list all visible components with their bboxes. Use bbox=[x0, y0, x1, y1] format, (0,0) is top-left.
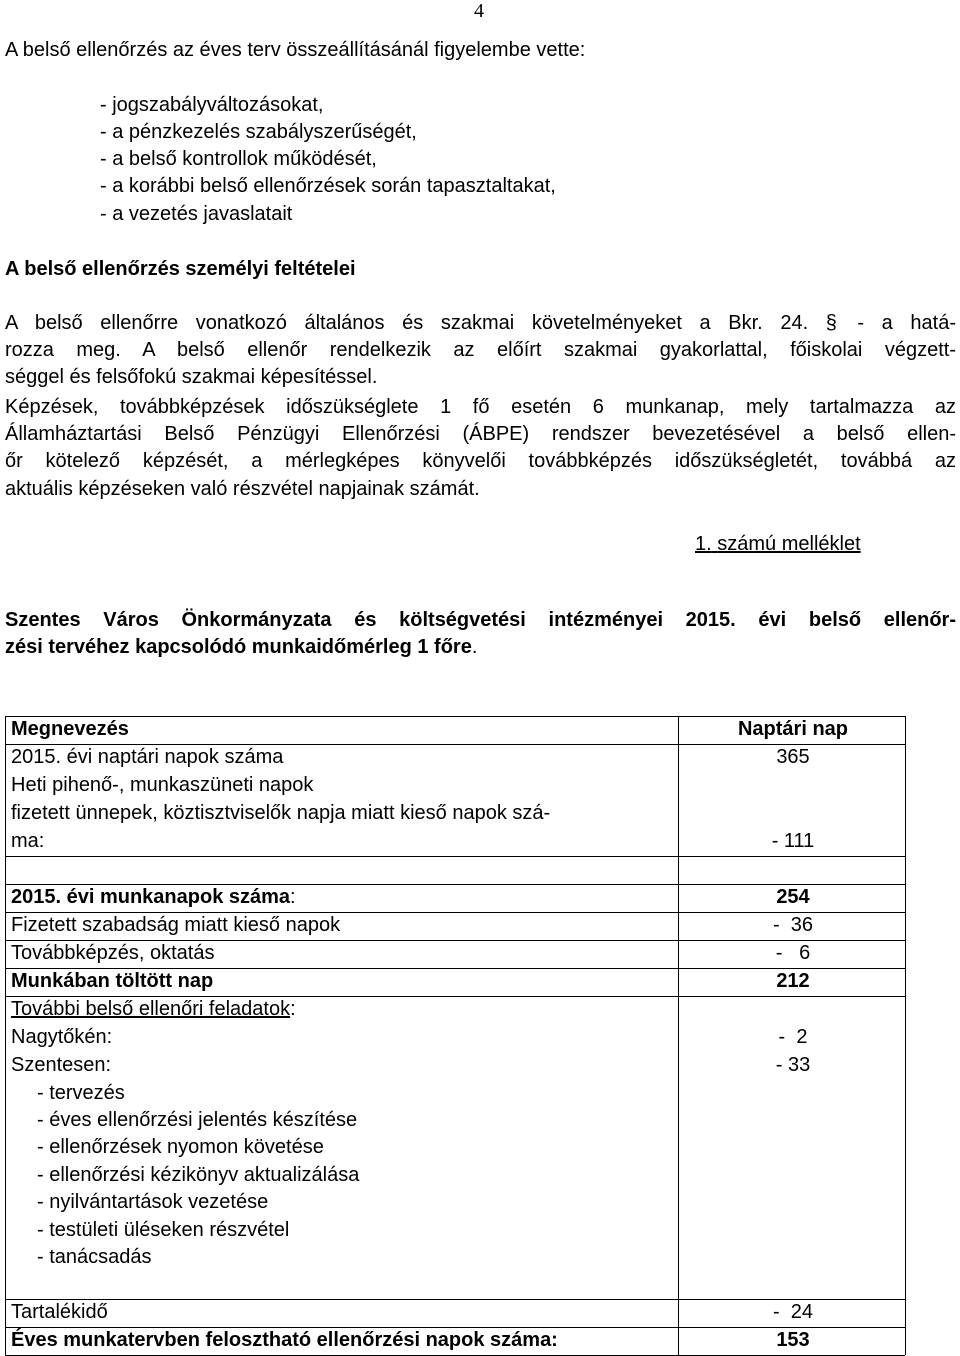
row-name: Munkában töltött nap bbox=[11, 970, 214, 992]
table-row bbox=[5, 940, 905, 968]
row-value: - 24 bbox=[772, 1301, 814, 1323]
section-heading: A belső ellenőrzés személyi feltételei bbox=[5, 258, 356, 280]
table-row-workdays bbox=[5, 884, 905, 912]
table-row bbox=[5, 1052, 905, 1080]
annex-number: 1. bbox=[695, 533, 712, 555]
row-value: 254 bbox=[776, 886, 810, 908]
row-name: Tartalékidő bbox=[11, 1301, 108, 1323]
table-row bbox=[5, 772, 905, 800]
task-item: - ellenőrzések nyomon követése bbox=[37, 1136, 324, 1158]
paragraph-line: Államháztartási Belső Pénzügyi Ellenőrzési (ÁBPE) rendszer bevezetésével a belső ellen- bbox=[5, 423, 956, 445]
table-title-line: zési tervéhez kapcsolódó munkaidőmérleg 1 főre. bbox=[5, 636, 478, 658]
table-row bbox=[5, 744, 905, 772]
row-value: 212 bbox=[776, 970, 810, 992]
row-name: Nagytőkén: bbox=[11, 1026, 113, 1048]
task-item: - nyilvántartások vezetése bbox=[37, 1191, 269, 1213]
list-item: - a korábbi belső ellenőrzések során tapasztaltakat, bbox=[100, 175, 556, 197]
row-name: Továbbképzés, oktatás bbox=[11, 942, 215, 964]
paragraph-line: őr kötelező képzését, a mérlegképes könyvelői továbbképzés időszükségletét, továbbá az bbox=[5, 450, 956, 472]
row-value: - 2 bbox=[778, 1026, 808, 1048]
row-name: Szentesen: bbox=[11, 1054, 112, 1076]
paragraph-line: rozza meg. A belső ellenőr rendelkezik az előírt szakmai gyakorlattal, főiskolai végzett- bbox=[5, 339, 956, 361]
row-value: - 36 bbox=[772, 914, 814, 936]
table-title-line: Szentes Város Önkormányzata és költségvetési intézményei 2015. évi belső ellenőr- bbox=[5, 609, 956, 631]
section-sign: § bbox=[825, 312, 837, 334]
paragraph-text: - a hatá- bbox=[857, 312, 957, 334]
table-rule bbox=[905, 716, 906, 1355]
task-item: - testületi üléseken részvétel bbox=[37, 1219, 290, 1241]
header-name: Megnevezés bbox=[11, 718, 129, 740]
table-row-total bbox=[5, 1327, 905, 1355]
task-item: - ellenőrzési kézikönyv aktualizálása bbox=[37, 1164, 360, 1186]
paragraph-line bbox=[5, 311, 956, 335]
paragraph-line: Képzések, továbbképzések időszükséglete 1 fő esetén 6 munkanap, mely tartalmazza az bbox=[5, 396, 956, 418]
table-rule bbox=[5, 856, 905, 857]
row-name: fizetett ünnepek, köztisztviselők napja miatt kieső napok szá- bbox=[11, 802, 551, 824]
row-name: Heti pihenő-, munkaszüneti napok bbox=[11, 774, 314, 796]
row-value: 365 bbox=[776, 746, 810, 768]
table-row-worked bbox=[5, 968, 905, 996]
table-row bbox=[5, 800, 905, 828]
row-name: Fizetett szabadság miatt kieső napok bbox=[11, 914, 341, 936]
task-item: - tanácsadás bbox=[37, 1246, 152, 1268]
row-name: ma: bbox=[11, 830, 45, 852]
task-item: - éves ellenőrzési jelentés készítése bbox=[37, 1109, 358, 1131]
page-number: 4 bbox=[474, 0, 484, 22]
task-item: - tervezés bbox=[37, 1082, 125, 1104]
table-row-reserve bbox=[5, 1299, 905, 1327]
table-row bbox=[5, 912, 905, 940]
paragraph-text: A belső ellenőrre vonatkozó általános és szakmai követelményeket a Bkr. 24. bbox=[5, 312, 809, 334]
list-item: - a belső kontrollok működését, bbox=[100, 148, 377, 170]
row-name: 2015. évi naptári napok száma bbox=[11, 746, 284, 768]
annex-text: számú melléklet bbox=[717, 533, 861, 555]
list-item: - a pénzkezelés szabályszerűségét, bbox=[100, 121, 417, 143]
row-value: - 33 bbox=[775, 1054, 811, 1076]
row-name: További belső ellenőri feladatok: bbox=[11, 998, 296, 1020]
table-row-additional bbox=[5, 996, 905, 1024]
table-row bbox=[5, 1024, 905, 1052]
list-item: - a vezetés javaslatait bbox=[100, 203, 293, 225]
row-name: Éves munkatervben felosztható ellenőrzési napok száma: bbox=[11, 1329, 558, 1351]
table-row bbox=[5, 828, 905, 856]
row-value: - 6 bbox=[775, 942, 811, 964]
row-value: - 111 bbox=[771, 830, 815, 852]
paragraph-line: séggel és felsőfokú szakmai képesítéssel. bbox=[5, 366, 378, 388]
annex-label bbox=[695, 532, 861, 556]
header-value: Naptári nap bbox=[737, 718, 849, 740]
intro-text: A belső ellenőrzés az éves terv összeállításánál figyelembe vette: bbox=[5, 39, 586, 61]
row-value: 153 bbox=[776, 1329, 810, 1351]
paragraph-line: aktuális képzéseken való részvétel napjainak számát. bbox=[5, 478, 480, 500]
row-name: 2015. évi munkanapok száma: bbox=[11, 886, 296, 908]
table-header-row bbox=[5, 716, 905, 744]
list-item: - jogszabályváltozásokat, bbox=[100, 94, 324, 116]
